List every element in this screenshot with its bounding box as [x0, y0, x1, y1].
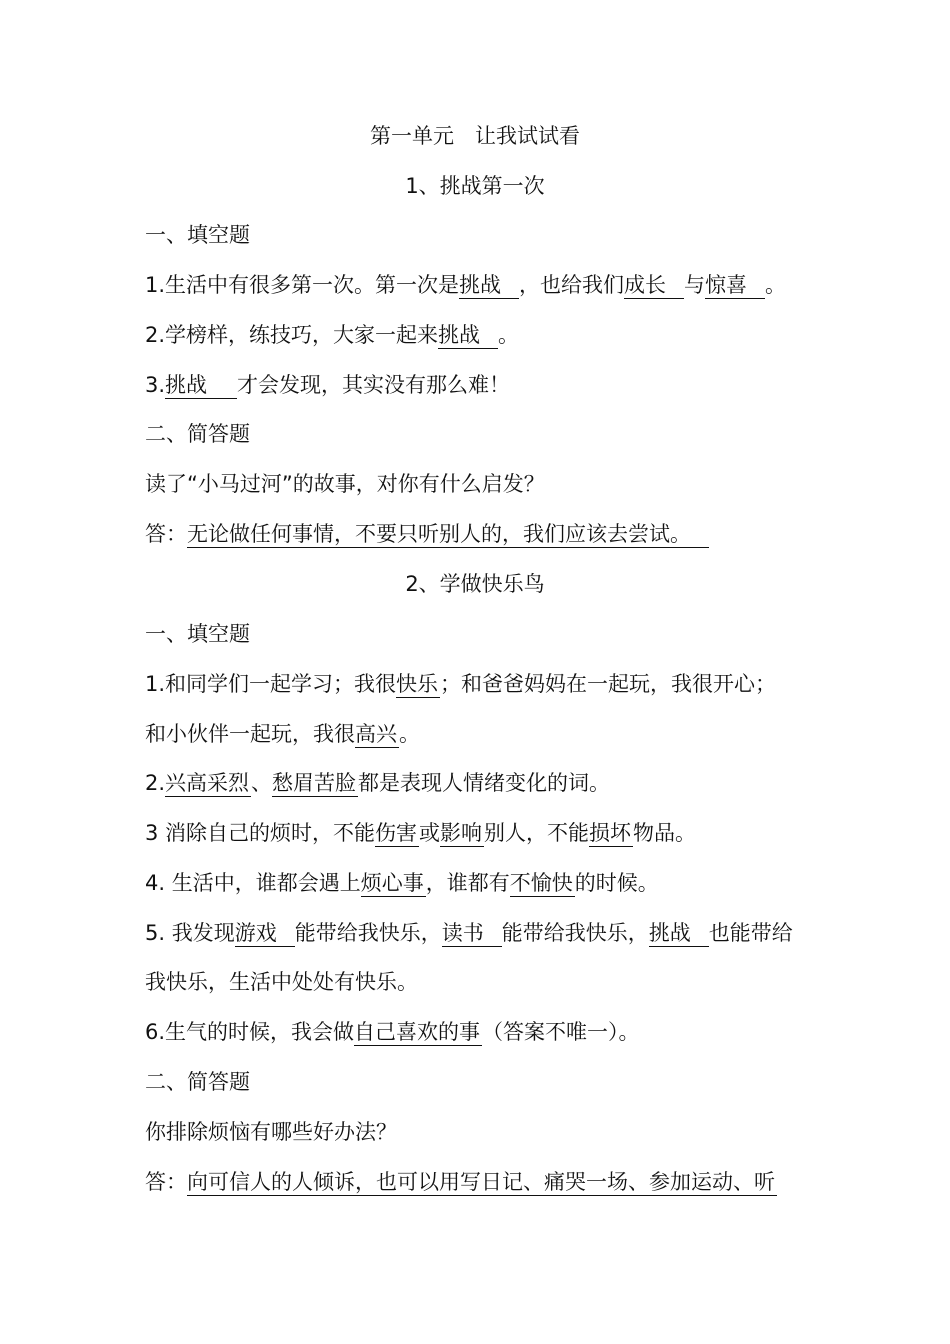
q-text: 和小伙伴一起玩，我很 — [145, 722, 355, 746]
q-text: 或 — [419, 821, 441, 845]
lesson1-answer — [145, 520, 810, 548]
lesson2-section-fill: 一、填空题 — [145, 622, 250, 646]
unit-title: 第一单元 让我试试看 — [370, 124, 580, 148]
answer-blank: 挑战 — [165, 372, 237, 399]
q-text: 与 — [684, 273, 706, 297]
answer-blank: 高兴 — [355, 722, 397, 746]
q-text: ，也给我们 — [519, 273, 625, 297]
q-text: 。 — [498, 323, 520, 347]
q-text: 3 消除自己的烦时，不能 — [145, 821, 376, 845]
q-text: 1.生活中有很多第一次。第一次是 — [145, 273, 460, 297]
answer-blank: 损坏 — [589, 821, 632, 845]
answer-blank: 伤害 — [375, 821, 418, 845]
answer-blank: 挑战 — [649, 920, 709, 947]
q-text: 物品。 — [633, 821, 697, 845]
lesson2-q6 — [145, 1018, 810, 1046]
q-text: 2.学榜样，练技巧，大家一起来 — [145, 323, 439, 347]
answer-blank: 快乐 — [396, 672, 439, 696]
answer-blank: 兴高采烈 — [165, 771, 250, 795]
q-text: 、 — [251, 771, 273, 795]
q-text: 都是表现人情绪变化的词。 — [358, 771, 611, 795]
lesson2-q5 — [145, 919, 810, 947]
answer-blank: 惊喜 — [705, 272, 765, 299]
q-text: 4. 生活中，谁都会遇上 — [145, 871, 361, 895]
lesson2-q3 — [145, 819, 810, 847]
lesson1-title: 1、挑战第一次 — [405, 174, 545, 198]
answer-blank: 读书 — [442, 920, 502, 947]
q-text: 也能带给 — [708, 921, 793, 945]
answer-blank: 挑战 — [459, 272, 519, 299]
lesson1-q3 — [145, 371, 810, 399]
q-text: 3. — [145, 373, 166, 397]
answer-blank: 挑战 — [438, 322, 498, 349]
answer-blank: 自己喜欢的事 — [354, 1020, 481, 1044]
q-text: 6.生气的时候，我会做 — [145, 1020, 355, 1044]
answer-label: 答： — [145, 1170, 187, 1194]
lesson2-section-short: 二、简答题 — [145, 1070, 250, 1094]
q-text: 。 — [765, 273, 787, 297]
q-text: ，谁都有 — [425, 871, 510, 895]
lesson1-q1 — [145, 271, 810, 299]
q-text: 。 — [399, 722, 420, 746]
answer-blank: 影响 — [440, 821, 483, 845]
lesson2-q5-line2: 我快乐，生活中处处有快乐。 — [145, 970, 418, 994]
lesson2-q4 — [145, 869, 810, 897]
q-text: 才会发现，其实没有那么难！ — [237, 373, 511, 397]
q-text: ；和爸爸妈妈在一起玩，我很开心； — [440, 672, 777, 696]
answer-label: 答： — [145, 522, 187, 546]
lesson1-q2 — [145, 321, 810, 349]
lesson2-answer — [145, 1168, 810, 1196]
lesson2-title: 2、学做快乐鸟 — [405, 572, 545, 596]
answer-blank: 不愉快 — [509, 871, 573, 895]
q-text: 的时候。 — [574, 871, 659, 895]
lesson2-q2 — [145, 769, 810, 797]
q-text: 1.和同学们一起学习；我很 — [145, 672, 397, 696]
answer-blank: 成长 — [624, 272, 684, 299]
q-text: 能带给我快乐， — [294, 921, 442, 945]
lesson1-section-short: 二、简答题 — [145, 422, 250, 446]
lesson2-question: 你排除烦恼有哪些好办法？ — [145, 1120, 397, 1144]
q-text: 2. — [145, 771, 166, 795]
answer-blank: 无论做任何事情，不要只听别人的，我们应该去尝试。 — [187, 521, 709, 548]
lesson2-q1 — [145, 670, 810, 698]
answer-blank: 向可信人的人倾诉，也可以用写日记、痛哭一场、参加运动、听 — [187, 1170, 775, 1194]
q-text: （答案不唯一）。 — [482, 1020, 640, 1044]
answer-blank: 愁眉苦脸 — [272, 771, 357, 795]
q-text: 5. 我发现 — [145, 921, 235, 945]
lesson1-section-fill: 一、填空题 — [145, 223, 250, 247]
lesson1-question: 读了“小马过河”的故事，对你有什么启发？ — [145, 472, 545, 496]
q-text: 别人，不能 — [484, 821, 590, 845]
answer-blank: 烦心事 — [360, 871, 424, 895]
lesson2-q1-line2 — [145, 720, 810, 748]
q-text: 能带给我快乐， — [501, 921, 649, 945]
answer-blank: 游戏 — [235, 920, 295, 947]
